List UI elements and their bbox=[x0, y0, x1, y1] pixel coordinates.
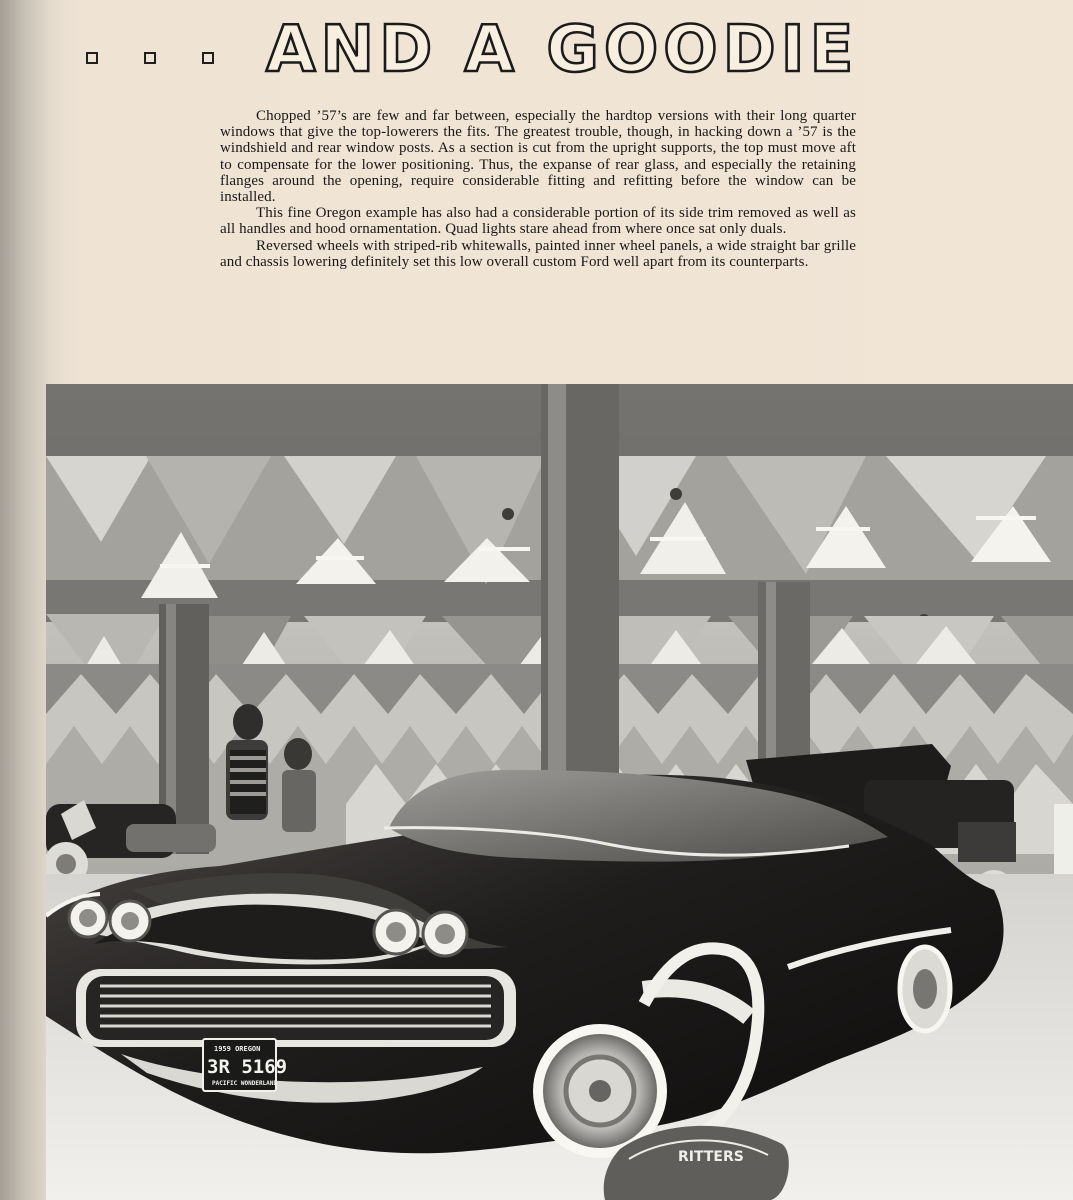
headline-area bbox=[86, 13, 956, 88]
bullet-square-icon bbox=[86, 52, 98, 64]
plate-slogan-text: PACIFIC WONDERLAND bbox=[212, 1080, 278, 1087]
bag-text: RITTERS bbox=[678, 1149, 744, 1165]
custom-ford-photo bbox=[46, 384, 1073, 1200]
article-body bbox=[220, 108, 856, 270]
headline-bullets bbox=[86, 52, 214, 64]
bullet-square-icon bbox=[144, 52, 156, 64]
page-title: AND A GOODIE bbox=[266, 13, 859, 87]
photo-illustration bbox=[46, 384, 1073, 1200]
license-plate bbox=[203, 1039, 287, 1091]
plate-number-text: 3R 5169 bbox=[207, 1056, 288, 1078]
article-paragraph-1: Chopped ’57’s are few and far between, especially the hardtop versions with their long quarter windows that give the top-lowerers the fits. The greatest trouble, though, in hacking down a ’57 is the windshield and rear window posts. As a section is cut from the upright supports, the top must move aft to compensate for the lower positioning. Thus, the expanse of rear glass, and especially the retaining flanges around the opening, require considerable fitting and refitting before the window can be installed. bbox=[220, 108, 856, 206]
plate-state-text: 1959 OREGON bbox=[214, 1045, 261, 1053]
article-paragraph-2: This fine Oregon example has also had a considerable portion of its side trim removed as well as all handles and hood ornamentation. Quad lights stare ahead from where once sat only duals. bbox=[220, 205, 856, 238]
bullet-square-icon bbox=[202, 52, 214, 64]
article-paragraph-3: Reversed wheels with striped-rib whitewalls, painted inner wheel panels, a wide straight bar grille and chassis lowering definitely set this low overall custom Ford well apart from its counterparts. bbox=[220, 237, 856, 270]
